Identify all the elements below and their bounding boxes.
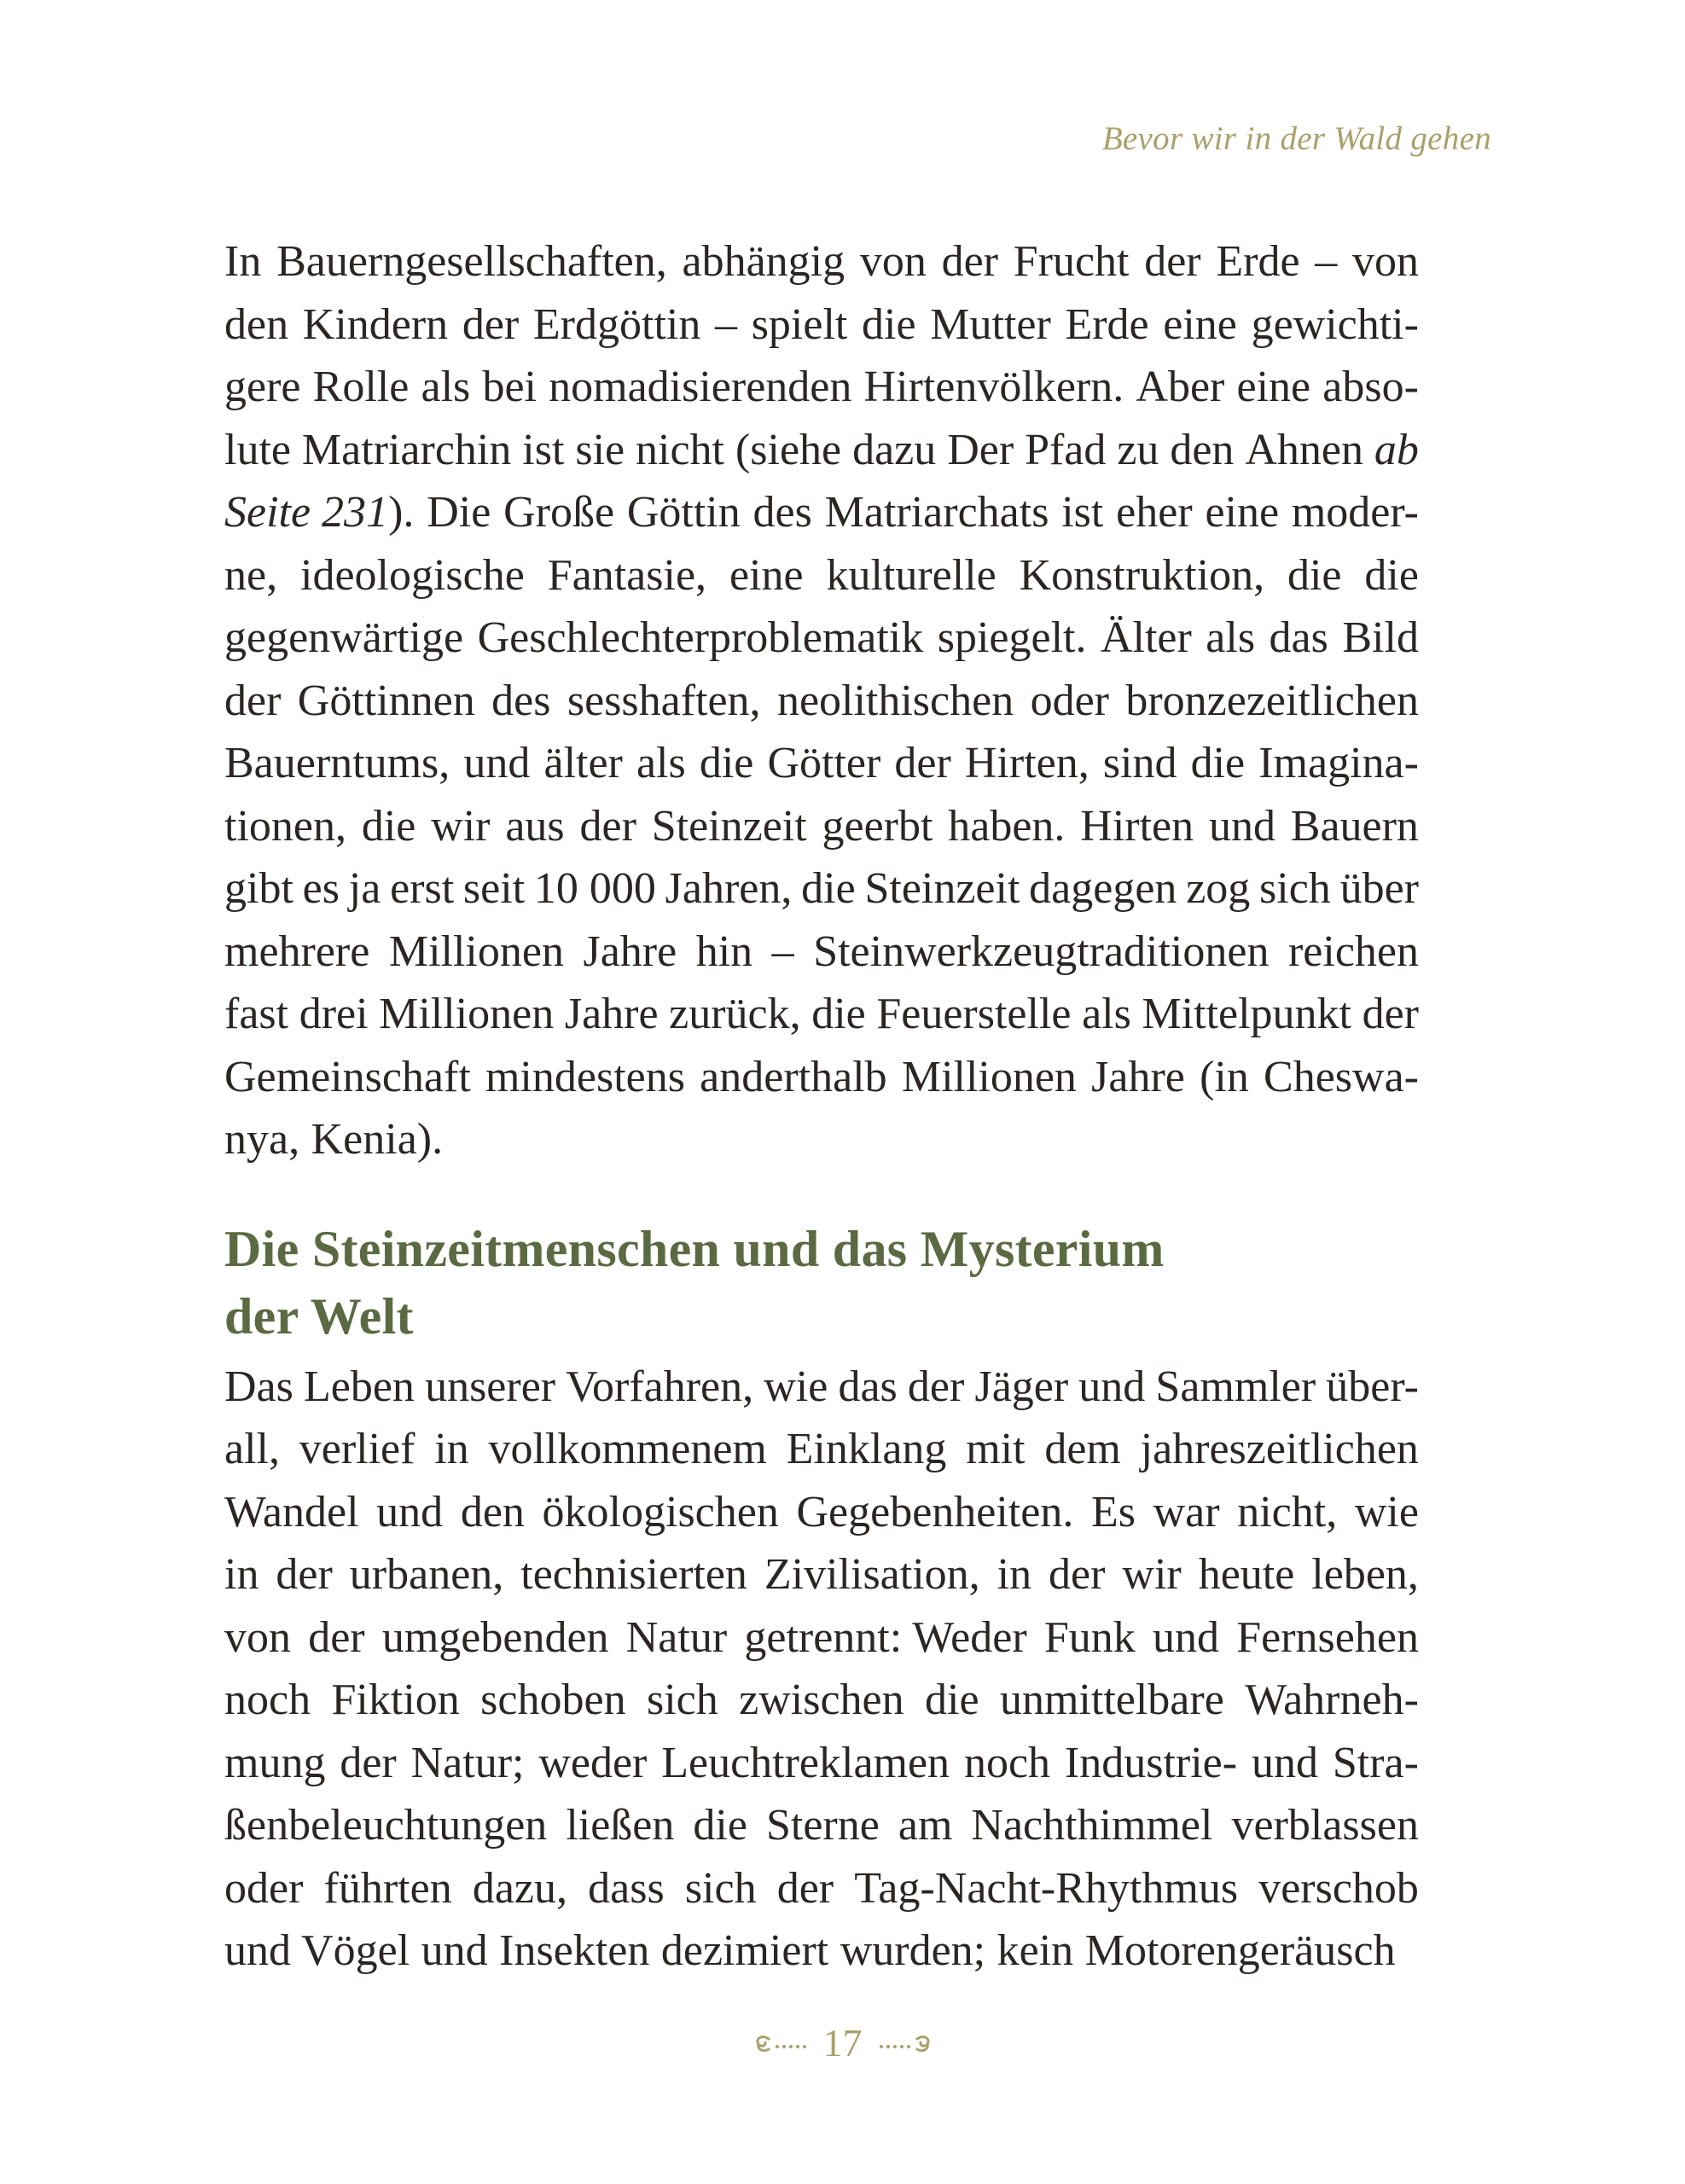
word: sind: [1102, 739, 1177, 787]
word: noch: [963, 1738, 1051, 1787]
word: Wandel: [224, 1487, 359, 1536]
text-line: [224, 921, 1419, 984]
word: –: [771, 926, 794, 976]
word: lute: [224, 425, 291, 474]
word: den: [1170, 425, 1235, 474]
word: Sterne: [765, 1801, 880, 1850]
word: der: [1362, 990, 1419, 1038]
word: Insekten: [499, 1926, 650, 1975]
word: des: [752, 488, 812, 537]
word: wie: [1354, 1487, 1419, 1536]
word: Seite 231).: [224, 488, 415, 537]
word: verblassen: [1231, 1801, 1419, 1850]
word: Steinwerkzeugtraditionen: [813, 926, 1270, 976]
text-line: [224, 1606, 1419, 1670]
word: fast: [224, 990, 289, 1038]
word: In: [224, 237, 262, 286]
word: ja: [348, 864, 381, 913]
word: ökologischen: [542, 1487, 779, 1536]
word: hin: [695, 926, 753, 976]
left-scroll-ornament-icon: [753, 2030, 808, 2056]
word: Leuchtreklamen: [661, 1738, 950, 1787]
word: älter: [543, 739, 623, 787]
word: als: [1082, 990, 1131, 1038]
word: und: [1251, 1738, 1318, 1787]
word: wie: [764, 1362, 828, 1411]
word: von: [859, 237, 927, 286]
word: Millionen: [901, 1052, 1077, 1101]
word: gewichti-: [1251, 299, 1419, 349]
word: der: [579, 801, 636, 851]
word: bei: [482, 363, 537, 411]
word: von: [224, 1612, 291, 1662]
text-line: [224, 293, 1419, 357]
word: gegenwärtige: [224, 613, 464, 662]
word: gibt: [224, 864, 293, 913]
word: und: [1208, 801, 1275, 851]
word: von: [1352, 237, 1419, 286]
right-scroll-ornament-icon: [878, 2030, 933, 2056]
word: Ahnen: [1245, 425, 1363, 474]
word: die: [699, 739, 754, 787]
word: drei: [299, 990, 369, 1038]
word: all,: [224, 1425, 280, 1473]
word: Jäger: [974, 1362, 1069, 1411]
word: wurden;: [840, 1926, 986, 1975]
word: der: [308, 1612, 365, 1662]
word: Jahre: [1091, 1052, 1185, 1101]
word: die: [361, 801, 416, 851]
word: (siehe dazu: [735, 425, 937, 474]
text-line: [224, 983, 1419, 1046]
word: Göttin: [626, 488, 741, 537]
word: abso-: [1322, 363, 1419, 411]
word: Steinzeit: [651, 801, 807, 851]
word: Zivilisation,: [764, 1550, 980, 1599]
word: ließen: [566, 1801, 675, 1850]
word: Jahre: [583, 926, 677, 976]
word: ßenbeleuchtungen: [224, 1801, 548, 1850]
word: Frucht: [1013, 237, 1130, 286]
word: des: [491, 676, 551, 725]
word: Kindern: [302, 299, 449, 349]
word: technisierten: [520, 1550, 747, 1599]
word: Funk: [1043, 1612, 1136, 1662]
word: geerbt: [822, 801, 933, 851]
word: 10 000: [533, 864, 656, 913]
text-line: [224, 732, 1419, 795]
word: urbanen,: [349, 1550, 504, 1599]
word: Fantasie,: [547, 550, 707, 600]
word: am: [898, 1801, 953, 1850]
word: Pfad: [1025, 425, 1107, 474]
text-line: [224, 481, 1419, 544]
word: seit: [462, 864, 526, 913]
word: als: [1206, 613, 1256, 662]
word: Hirten,: [964, 739, 1089, 787]
running-head: Bevor wir in der Wald gehen: [1101, 120, 1491, 157]
word: und: [1153, 1612, 1220, 1662]
word: der: [462, 299, 520, 349]
word: abhängig: [682, 237, 845, 286]
word: führten: [323, 1863, 452, 1913]
word: unmittelbare: [999, 1676, 1224, 1724]
word: moder-: [1291, 488, 1419, 537]
word: anderthalb: [700, 1052, 887, 1101]
word: Aber: [1136, 363, 1225, 411]
word: den: [224, 299, 289, 349]
word: verlief: [299, 1425, 415, 1473]
text-line: [224, 419, 1419, 482]
word: die: [693, 1801, 747, 1850]
text-line: [224, 1857, 1419, 1920]
section-heading-line: Die Steinzeitmenschen und das Mysterium: [224, 1220, 1165, 1277]
word: es: [302, 864, 340, 913]
word: Konstruktion,: [1019, 550, 1265, 600]
word: Fiktion: [331, 1676, 460, 1724]
word: schoben: [480, 1676, 626, 1724]
word: die: [811, 990, 866, 1038]
word: dagegen: [1029, 864, 1177, 913]
word: jahreszeitlichen: [1140, 1425, 1419, 1473]
word: Große: [503, 488, 615, 537]
word: und: [463, 739, 531, 787]
text-line: [224, 1543, 1419, 1606]
word: Gegebenheiten.: [796, 1487, 1074, 1536]
word: als: [421, 363, 471, 411]
word: Älter: [1100, 613, 1192, 662]
word: Hirten: [1080, 801, 1194, 851]
word: Mutter: [930, 299, 1051, 349]
word: Einklang: [786, 1425, 947, 1473]
word: Sammler: [1155, 1362, 1316, 1411]
word: Es: [1090, 1487, 1136, 1536]
word: Cheswa-: [1264, 1052, 1419, 1101]
word: Erde: [1065, 299, 1149, 349]
word: die: [801, 864, 856, 913]
word: Götter: [767, 739, 881, 787]
word: tionen,: [224, 801, 346, 851]
word: –: [1315, 237, 1338, 286]
word: in: [224, 1550, 259, 1599]
word: in: [434, 1425, 469, 1473]
word: neolithischen: [776, 676, 1014, 725]
page-number: 17: [822, 2021, 863, 2065]
word: Feuerstelle: [876, 990, 1072, 1038]
text-line: [224, 1669, 1419, 1732]
word: ne,: [224, 550, 278, 600]
word: Steinzeit: [864, 864, 1020, 913]
word: der: [276, 1550, 333, 1599]
word: Der: [947, 425, 1014, 474]
word: reichen: [1287, 926, 1419, 976]
word: Das: [224, 1362, 293, 1411]
word: dazu,: [472, 1863, 567, 1913]
word: Bauerngesellschaften,: [276, 237, 667, 286]
word: Stra-: [1332, 1738, 1419, 1787]
word: zog: [1186, 864, 1251, 913]
word: eine: [1236, 363, 1311, 411]
word: weder: [538, 1738, 648, 1787]
text-line: [224, 1481, 1419, 1544]
word: Geschlechterproblematik: [477, 613, 924, 662]
word: Matriarchats: [824, 488, 1049, 537]
word: ist: [1061, 488, 1104, 537]
text-line: [224, 670, 1419, 733]
word: sich: [1259, 864, 1331, 913]
word: –: [715, 299, 738, 349]
word: Mittelpunkt: [1142, 990, 1351, 1038]
word: der: [941, 237, 998, 286]
word: Jahre: [564, 990, 659, 1038]
word: eine: [1163, 299, 1237, 349]
word: getrennt: Weder: [744, 1612, 1027, 1662]
word: leben,: [1311, 1550, 1419, 1599]
word: und: [376, 1487, 444, 1536]
word: spielt: [751, 299, 848, 349]
word: Kenia).: [311, 1115, 444, 1164]
word: mit: [966, 1425, 1026, 1473]
word: Die: [427, 488, 491, 537]
text-line: [224, 607, 1419, 670]
word: (in: [1200, 1052, 1249, 1101]
word: und Vögel: [224, 1926, 410, 1975]
word: eine: [1205, 488, 1280, 537]
word: heute: [1198, 1550, 1295, 1599]
word: mehrere: [224, 926, 370, 976]
text-line: [224, 544, 1419, 607]
word: Imagina-: [1258, 739, 1419, 787]
text-line: [224, 1418, 1419, 1481]
word: Tag-Nacht-Rhythmus: [854, 1863, 1239, 1913]
paragraph-2: [224, 1356, 1419, 1983]
word: eine: [729, 550, 804, 600]
paragraph-1: [224, 230, 1419, 1171]
word: Bild: [1342, 613, 1419, 662]
word: eher: [1116, 488, 1193, 537]
word: ideologische: [300, 550, 525, 600]
text-line: [224, 795, 1419, 858]
word: vollkommenem: [488, 1425, 767, 1473]
word: unserer Vorfahren,: [425, 1362, 754, 1411]
word: wir: [1122, 1550, 1182, 1599]
word: die: [1287, 550, 1342, 600]
word: Wahrneh-: [1245, 1676, 1419, 1724]
word: oder: [1030, 676, 1109, 725]
word: spiegelt.: [937, 613, 1087, 662]
word: die: [1190, 739, 1246, 787]
word: zwischen: [739, 1676, 904, 1724]
word: dass: [588, 1863, 665, 1913]
word: das: [1269, 613, 1328, 662]
word: umgebenden: [381, 1612, 609, 1662]
word: die: [862, 299, 916, 349]
word: Hirtenvölkern.: [863, 363, 1124, 411]
word: Gemeinschaft: [224, 1052, 471, 1101]
word: zurück,: [669, 990, 801, 1038]
word: wir: [431, 801, 491, 851]
word: Fernsehen: [1236, 1612, 1419, 1662]
word: Rolle: [312, 363, 410, 411]
word: ab: [1374, 425, 1419, 474]
word: als: [636, 739, 686, 787]
text-line: [224, 857, 1419, 921]
word: Motorengeräusch: [1084, 1926, 1396, 1975]
word: Nachthimmel: [971, 1801, 1213, 1850]
word: Bauerntums,: [224, 739, 450, 787]
word: der: [1049, 1550, 1106, 1599]
word: Natur;: [410, 1738, 525, 1787]
word: nomadisierenden: [549, 363, 852, 411]
word: dem: [1044, 1425, 1121, 1473]
word: in: [996, 1550, 1032, 1599]
word: der: [907, 1362, 965, 1411]
word: haben.: [948, 801, 1066, 851]
word: der: [894, 739, 951, 787]
word: sich: [684, 1863, 757, 1913]
word: war: [1153, 1487, 1220, 1536]
word: zu: [1117, 425, 1159, 474]
word: kein: [996, 1926, 1074, 1975]
word: den: [460, 1487, 525, 1536]
word: bronzezeitlichen: [1125, 676, 1419, 725]
word: über-: [1326, 1362, 1419, 1411]
text-line: [224, 1794, 1419, 1857]
word: aus: [505, 801, 565, 851]
word: der: [340, 1738, 397, 1787]
word: und: [421, 1926, 488, 1975]
text-line: [224, 1046, 1419, 1109]
word: über: [1339, 864, 1419, 913]
word: nya,: [224, 1115, 300, 1164]
word: erst: [390, 864, 455, 913]
word: die: [925, 1676, 979, 1724]
word: gere: [224, 363, 301, 411]
word: Bauern: [1290, 801, 1419, 851]
word: Millionen: [388, 926, 564, 976]
word: sie: [575, 425, 625, 474]
word: die: [1364, 550, 1419, 600]
text-line: [224, 1356, 1419, 1419]
word: Erde: [1216, 237, 1300, 286]
word: Matriarchin: [301, 425, 512, 474]
text-line: [224, 1732, 1419, 1795]
word: oder: [224, 1863, 304, 1913]
word: Millionen: [379, 990, 555, 1038]
word: mindestens: [485, 1052, 685, 1101]
word: der: [776, 1863, 834, 1913]
word: sich: [646, 1676, 718, 1724]
text-line: [224, 1108, 1419, 1171]
word: Göttinnen: [297, 676, 475, 725]
text-line: [224, 230, 1419, 293]
word: Leben: [304, 1362, 415, 1411]
word: Erdgöttin: [532, 299, 701, 349]
word: Industrie-: [1064, 1738, 1238, 1787]
word: kulturelle: [826, 550, 996, 600]
word: dezimiert: [660, 1926, 829, 1975]
word: sesshaften,: [567, 676, 761, 725]
word: ist: [522, 425, 565, 474]
word: Natur: [625, 1612, 728, 1662]
word: noch: [224, 1676, 311, 1724]
word: verschob: [1258, 1863, 1419, 1913]
page-footer: [0, 2020, 1685, 2065]
word: der: [1144, 237, 1201, 286]
word: Jahren,: [665, 864, 793, 913]
word: nicht: [636, 425, 725, 474]
word: mung: [224, 1738, 326, 1787]
text-line: [224, 356, 1419, 419]
text-line: [224, 1920, 1419, 1983]
word: das: [838, 1362, 898, 1411]
text-column: [224, 230, 1419, 1983]
word: der: [224, 676, 282, 725]
word: nicht,: [1237, 1487, 1338, 1536]
section-heading-line: der Welt: [224, 1287, 414, 1345]
section-heading: [224, 1216, 1419, 1350]
word: und: [1078, 1362, 1146, 1411]
